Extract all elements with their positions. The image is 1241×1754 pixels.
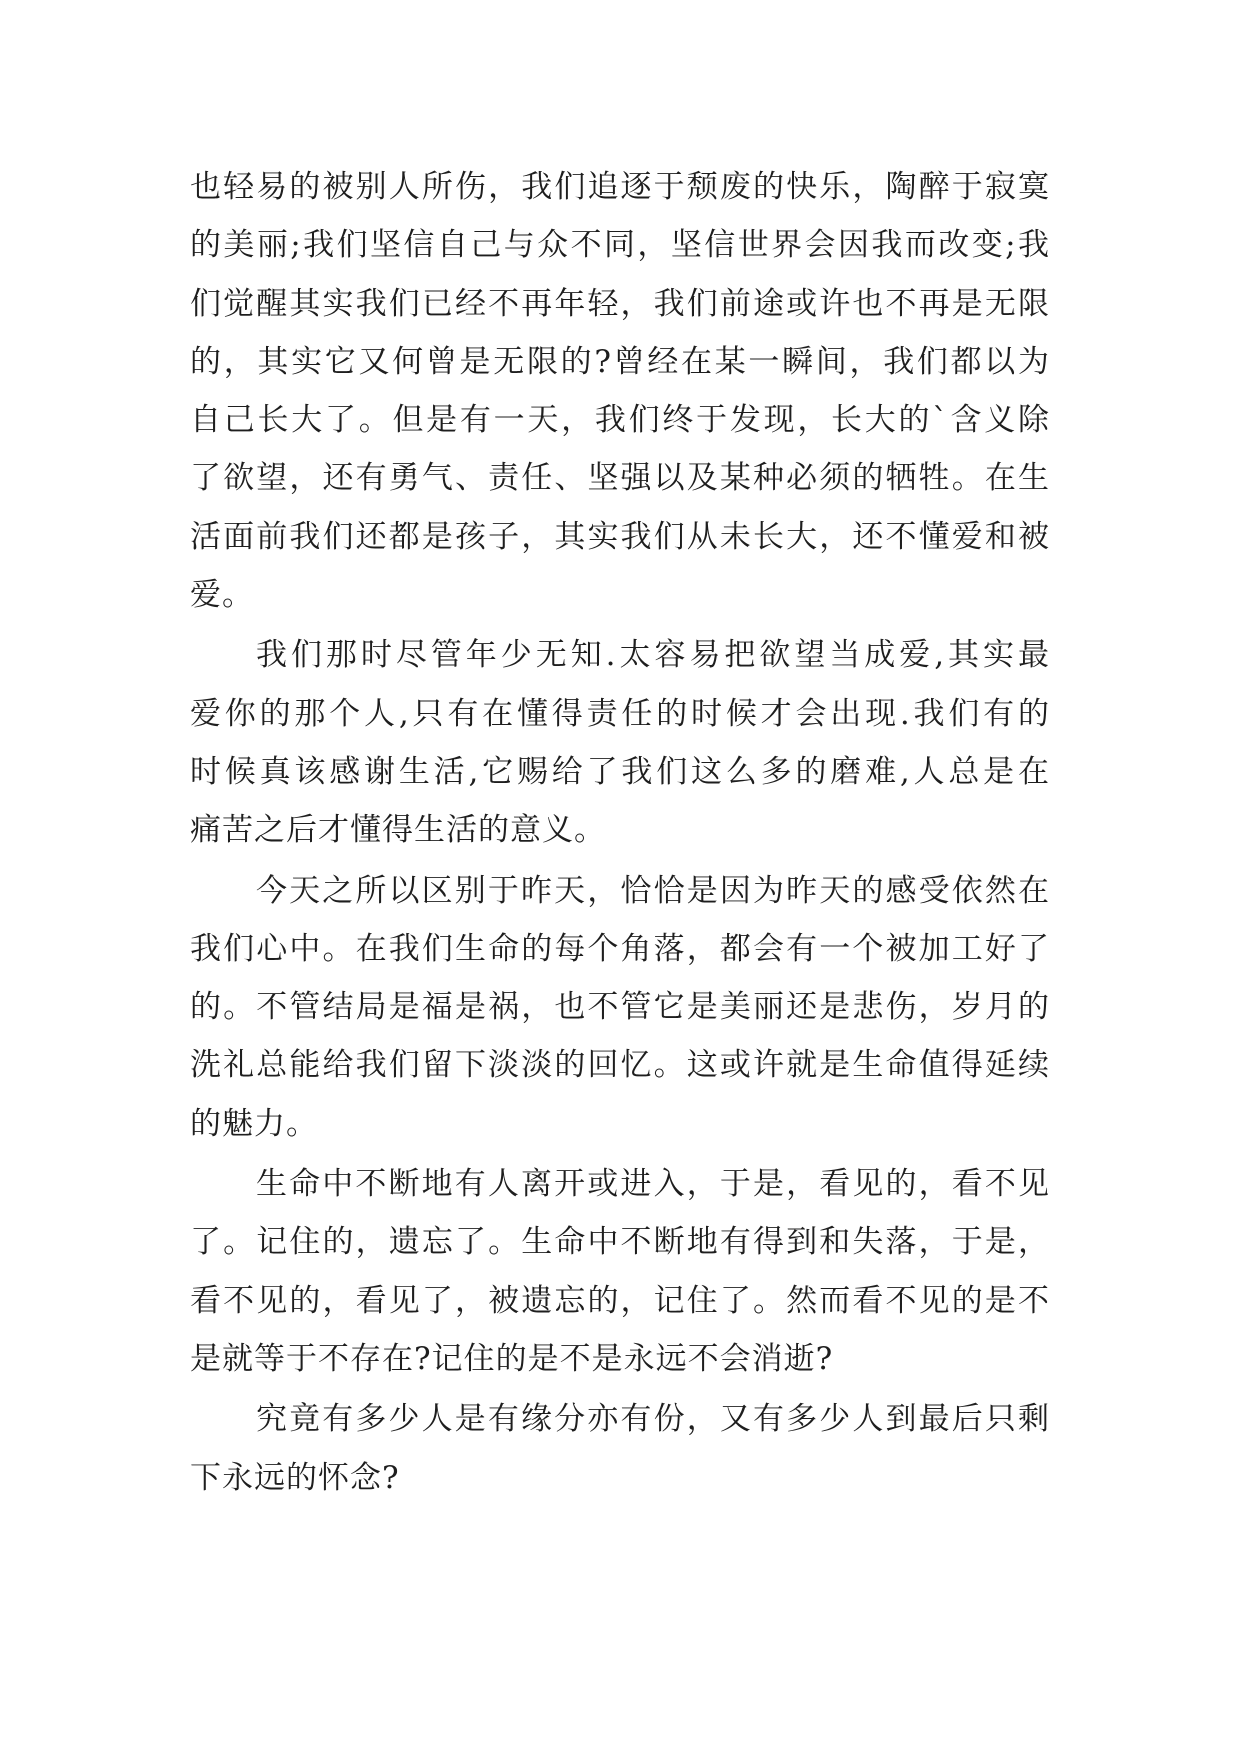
text-line: 自己长大了。但是有一天，我们终于发现，长大的`含义除 <box>190 402 1050 439</box>
text-line: 了欲望，还有勇气、责任、坚强以及某种必须的牺牲。在生 <box>190 460 1050 497</box>
text-line: 爱。 <box>190 577 254 614</box>
text-line: 时候真该感谢生活,它赐给了我们这么多的磨难,人总是在 <box>190 753 1050 790</box>
text-line: 我们那时尽管年少无知.太容易把欲望当成爱,其实最 <box>256 637 1050 674</box>
text-line: 我们心中。在我们生命的每个角落，都会有一个被加工好了 <box>190 930 1050 967</box>
text-line: 看不见的，看见了，被遗忘的，记住了。然而看不见的是不 <box>190 1282 1050 1319</box>
text-line: 的。不管结局是福是祸，也不管它是美丽还是悲伤，岁月的 <box>190 989 1050 1026</box>
text-line: 也轻易的被别人所伤，我们追逐于颓废的快乐，陶醉于寂寞 <box>190 169 1050 205</box>
paragraph-1 <box>190 158 1050 624</box>
paragraph-5 <box>190 1390 1050 1507</box>
paragraph-4 <box>190 1155 1050 1388</box>
text-line: 是就等于不存在?记住的是不是永远不会消逝? <box>190 1340 834 1377</box>
paragraph-3 <box>190 862 1050 1153</box>
text-line: 生命中不断地有人离开或进入，于是，看见的，看不见 <box>256 1166 1050 1203</box>
text-line: 们觉醒其实我们已经不再年轻，我们前途或许也不再是无限 <box>190 285 1050 322</box>
text-line: 了。记住的，遗忘了。生命中不断地有得到和失落，于是， <box>190 1224 1050 1261</box>
text-line: 的魅力。 <box>190 1105 318 1142</box>
text-line: 的美丽;我们坚信自己与众不同，坚信世界会因我而改变;我 <box>190 227 1050 264</box>
document-body <box>190 158 1050 1509</box>
text-line: 爱你的那个人,只有在懂得责任的时候才会出现.我们有的 <box>190 695 1050 732</box>
text-line: 究竟有多少人是有缘分亦有份，又有多少人到最后只剩 <box>256 1401 1050 1438</box>
text-line: 洗礼总能给我们留下淡淡的回忆。这或许就是生命值得延续 <box>190 1047 1050 1084</box>
text-line: 下永远的怀念? <box>190 1459 400 1496</box>
text-line: 痛苦之后才懂得生活的意义。 <box>190 812 606 849</box>
text-line: 今天之所以区别于昨天，恰恰是因为昨天的感受依然在 <box>256 872 1050 909</box>
text-line: 活面前我们还都是孩子，其实我们从未长大，还不懂爱和被 <box>190 518 1050 555</box>
paragraph-2 <box>190 626 1050 859</box>
text-line: 的，其实它又何曾是无限的?曾经在某一瞬间，我们都以为 <box>190 343 1050 380</box>
